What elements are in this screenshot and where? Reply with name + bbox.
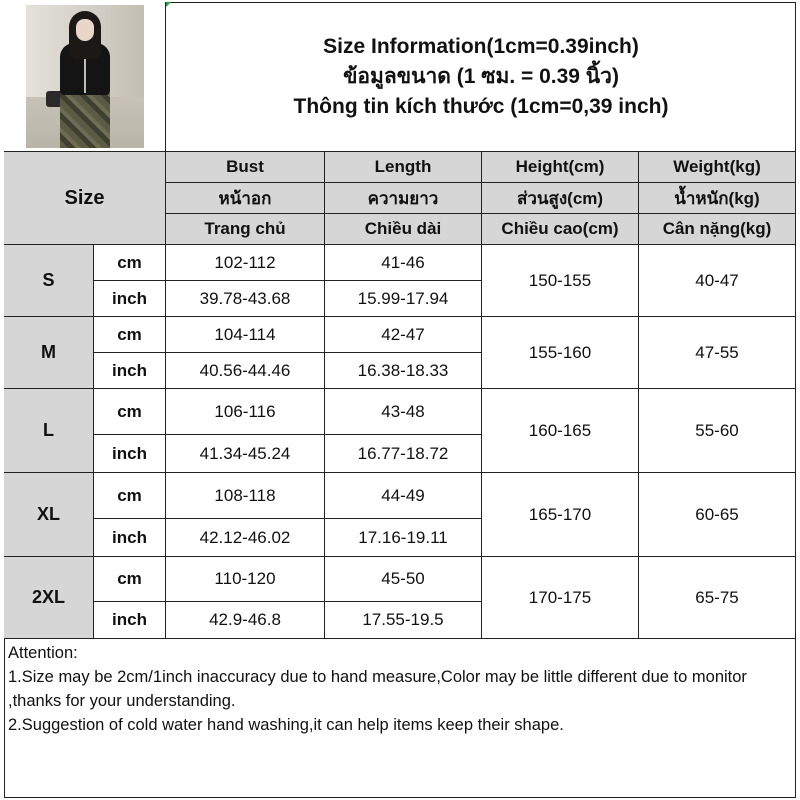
- bust-cm-value: 104-114: [166, 317, 325, 353]
- length-cm-value: 41-46: [325, 245, 482, 281]
- weight-value: 65-75: [639, 557, 796, 639]
- product-photo-cell: [4, 2, 166, 152]
- bust-inch-value: 42.12-46.02: [166, 519, 325, 557]
- attention-notes: [4, 639, 796, 798]
- unit-inch-label: inch: [94, 519, 166, 557]
- size-label: XL: [4, 473, 94, 557]
- size-label: M: [4, 317, 94, 389]
- column-header-th: ความยาว: [325, 183, 482, 214]
- length-inch-value: 16.77-18.72: [325, 435, 482, 473]
- column-header-th: ส่วนสูง(cm): [482, 183, 639, 214]
- bust-cm-value: 110-120: [166, 557, 325, 602]
- column-header-en: Weight(kg): [639, 152, 796, 183]
- height-value: 170-175: [482, 557, 639, 639]
- column-header-th: หน้าอก: [166, 183, 325, 214]
- bust-cm-value: 108-118: [166, 473, 325, 519]
- unit-inch-label: inch: [94, 435, 166, 473]
- unit-cm-label: cm: [94, 473, 166, 519]
- bust-inch-value: 42.9-46.8: [166, 602, 325, 639]
- length-inch-value: 17.16-19.11: [325, 519, 482, 557]
- column-header-vi: Cân nặng(kg): [639, 214, 796, 245]
- height-value: 150-155: [482, 245, 639, 317]
- weight-value: 55-60: [639, 389, 796, 473]
- length-cm-value: 44-49: [325, 473, 482, 519]
- column-header-vi: Trang chủ: [166, 214, 325, 245]
- bust-cm-value: 102-112: [166, 245, 325, 281]
- notes-line-1: 1.Size may be 2cm/1inch inaccuracy due to hand measure,Color may be little different due to monitor ,thanks for your understanding.: [8, 668, 747, 710]
- column-header-en: Length: [325, 152, 482, 183]
- weight-value: 60-65: [639, 473, 796, 557]
- unit-cm-label: cm: [94, 557, 166, 602]
- weight-value: 47-55: [639, 317, 796, 389]
- notes-line-2: 2.Suggestion of cold water hand washing,it can help items keep their shape.: [8, 716, 564, 734]
- unit-inch-label: inch: [94, 602, 166, 639]
- unit-inch-label: inch: [94, 353, 166, 389]
- notes-heading: Attention:: [8, 644, 78, 662]
- weight-value: 40-47: [639, 245, 796, 317]
- bust-inch-value: 39.78-43.68: [166, 281, 325, 317]
- size-label: L: [4, 389, 94, 473]
- unit-cm-label: cm: [94, 389, 166, 435]
- corner-marker: [166, 2, 171, 7]
- bust-cm-value: 106-116: [166, 389, 325, 435]
- length-inch-value: 16.38-18.33: [325, 353, 482, 389]
- length-cm-value: 42-47: [325, 317, 482, 353]
- height-value: 155-160: [482, 317, 639, 389]
- title-vietnamese: Thông tin kích thước (1cm=0,39 inch): [293, 94, 669, 118]
- column-header-th: น้ำหนัก(kg): [639, 183, 796, 214]
- column-header-en: Height(cm): [482, 152, 639, 183]
- length-inch-value: 17.55-19.5: [325, 602, 482, 639]
- unit-cm-label: cm: [94, 245, 166, 281]
- size-label: S: [4, 245, 94, 317]
- size-label: 2XL: [4, 557, 94, 639]
- unit-cm-label: cm: [94, 317, 166, 353]
- product-photo: [26, 5, 144, 148]
- height-value: 165-170: [482, 473, 639, 557]
- column-header-vi: Chiều dài: [325, 214, 482, 245]
- size-column-header: Size: [4, 152, 166, 245]
- unit-inch-label: inch: [94, 281, 166, 317]
- column-header-vi: Chiều cao(cm): [482, 214, 639, 245]
- title-thai: ข้อมูลขนาด (1 ซม. = 0.39 นิ้ว): [343, 64, 619, 88]
- column-header-en: Bust: [166, 152, 325, 183]
- height-value: 160-165: [482, 389, 639, 473]
- title-english: Size Information(1cm=0.39inch): [323, 34, 639, 58]
- bust-inch-value: 40.56-44.46: [166, 353, 325, 389]
- length-cm-value: 45-50: [325, 557, 482, 602]
- length-inch-value: 15.99-17.94: [325, 281, 482, 317]
- bust-inch-value: 41.34-45.24: [166, 435, 325, 473]
- length-cm-value: 43-48: [325, 389, 482, 435]
- title-block: [166, 2, 796, 152]
